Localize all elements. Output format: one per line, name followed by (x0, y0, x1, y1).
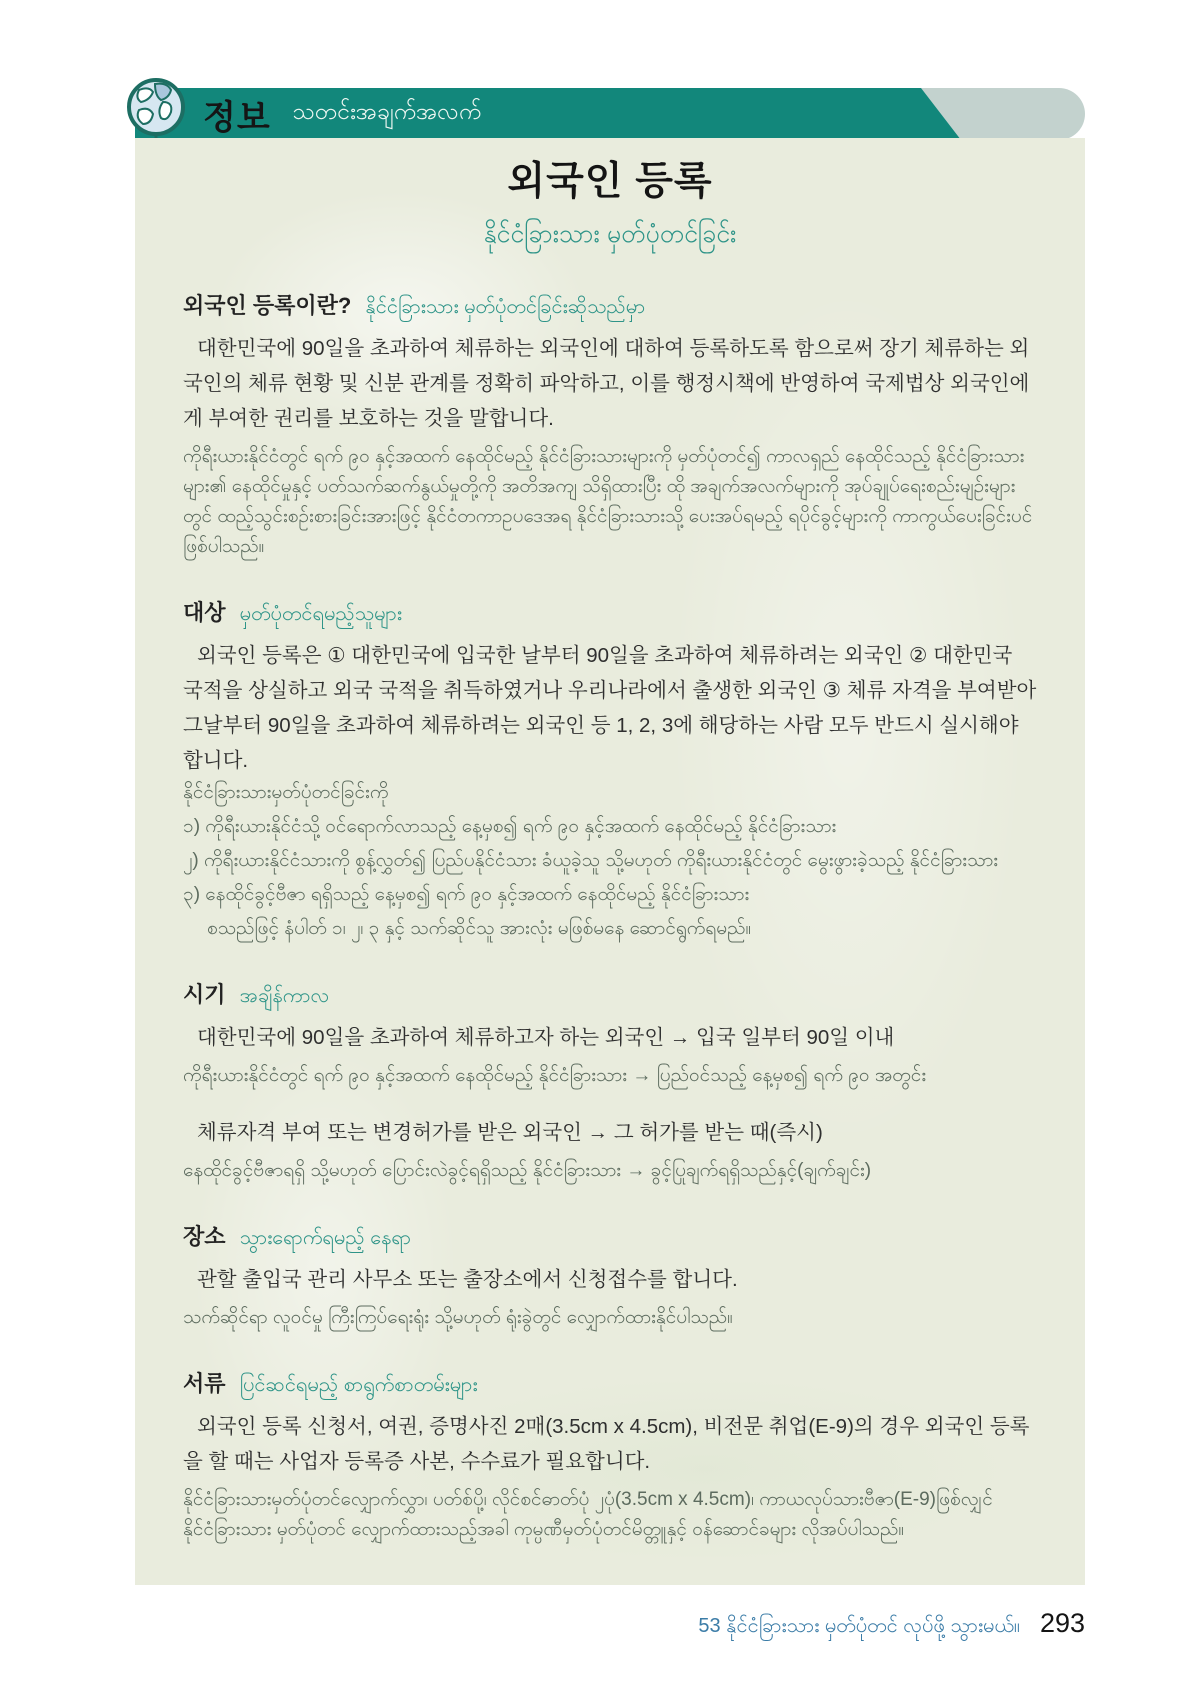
section-target-heading (183, 596, 1037, 630)
documents-paragraph-korean: 외국인 등록 신청서, 여권, 증명사진 2매(3.5cm x 4.5cm), 비전문 취업(E-9)의 경우 외국인 등록을 할 때는 사업자 등록증 사본, 수수료가 필요합니다. (183, 1415, 1030, 1473)
page-footer (698, 1608, 1085, 1642)
section-target (183, 596, 1037, 944)
section-place-heading-korean: 장소 (183, 1224, 226, 1249)
footer-chapter-caption: 53 နိုင်ငံခြားသား မှတ်ပုံတင် လုပ်ဖို့ သွားမယ်။ (698, 1615, 1020, 1637)
section-timing-heading (183, 978, 1037, 1012)
target-list-item: ၂) ကိုရီးယားနိုင်ငံသားကို စွန့်လွှတ်၍ ပြည်ပနိုင်ငံသား ခံယူခဲ့သူ သို့မဟုတ် ကိုရီးယားနိုင်ငံတွင် မွေးဖွားခဲ့သည့် နိုင်ငံခြားသား (183, 850, 999, 871)
timing-row-korean: 대한민국에 90일을 초과하여 체류하고자 하는 외국인 → 입국 일부터 90일 이내 (197, 1026, 895, 1049)
section-place (183, 1220, 1037, 1333)
section-documents-heading-korean: 서류 (183, 1371, 226, 1396)
page-title-burmese: နိုင်ငံခြားသား မှတ်ပုံတင်ခြင်း (483, 220, 737, 248)
about-paragraph-burmese: ကိုရီးယားနိုင်ငံတွင် ရက် ၉၀ နှင့်အထက် နေထိုင်မည့် နိုင်ငံခြားသားများကို မှတ်ပုံတင်၍ ကာလရှည် နေထိုင်သည့် နိုင်ငံခြားသားများ၏ နေထိုင်မှုနှင့် ပတ်သက်ဆက်နွယ်မှုတို့ကို အတိအကျ သိရှိထားပြီး ထို အချက်အလက်များကို အုပ်ချုပ်ရေးစည်းမျဉ်းများတွင် ထည့်သွင်းစဉ်းစားခြင်းအားဖြင့် နိုင်ငံတကာဥပဒေအရ နိုင်ငံခြားသားသို့ ပေးအပ်ရမည့် ရပိုင်ခွင့်များကို ကာကွယ်ပေးခြင်းပင်ဖြစ်ပါသည်။ (183, 446, 1033, 557)
banner-category-label-burmese: သတင်းအချက်အလက် (292, 98, 482, 124)
timing-row-burmese: ကိုရီးယားနိုင်ငံတွင် ရက် ၉၀ နှင့်အထက် နေထိုင်မည့် နိုင်ငံခြားသား → ပြည်ဝင်သည့် နေ့မှစ၍ ရက် ၉၀ အတွင်း (183, 1065, 927, 1086)
section-target-heading-korean: 대상 (183, 600, 226, 625)
section-about-heading-burmese: နိုင်ငံခြားသား မှတ်ပုံတင်ခြင်းဆိုသည်မှာ (365, 296, 646, 318)
section-place-heading (183, 1220, 1037, 1254)
target-list-outro: စသည်ဖြင့် နံပါတ် ၁၊ ၂၊ ၃ နှင့် သက်ဆိုင်သူ အားလုံး မဖြစ်မနေ ဆောင်ရွက်ရမည်။ (207, 918, 752, 939)
section-documents (183, 1367, 1037, 1545)
section-documents-heading-burmese: ပြင်ဆင်ရမည့် စာရွက်စာတမ်းများ (239, 1374, 478, 1396)
timing-row-burmese: နေထိုင်ခွင့်ဗီဇာရရှိ သို့မဟုတ် ပြောင်းလဲခွင့်ရရှိသည့် နိုင်ငံခြားသား → ခွင့်ပြုချက်ရရှိသည်နှင့်(ချက်ချင်း) (183, 1160, 872, 1181)
banner-category-label-korean: 정보 (203, 98, 271, 137)
place-paragraph-burmese: သက်ဆိုင်ရာ လူဝင်မှု ကြီးကြပ်ရေးရုံး သို့မဟုတ် ရုံးခွဲတွင် လျှောက်ထားနိုင်ပါသည်။ (183, 1307, 733, 1328)
section-about (183, 289, 1037, 562)
page-title-korean: 외국인 등록 (507, 160, 713, 203)
header-banner (135, 88, 1085, 140)
section-timing-heading-burmese: အချိန်ကာလ (239, 985, 330, 1007)
target-list-burmese (183, 778, 1037, 944)
target-list-intro: နိုင်ငံခြားသားမှတ်ပုံတင်ခြင်းကို (183, 782, 389, 803)
timing-row-korean: 체류자격 부여 또는 변경허가를 받은 외국인 → 그 허가를 받는 때(즉시) (197, 1121, 823, 1144)
section-about-heading-korean: 외국인 등록이란? (183, 293, 352, 318)
place-paragraph-korean: 관할 출입국 관리 사무소 또는 출장소에서 신청접수를 합니다. (197, 1268, 738, 1291)
documents-paragraph-burmese: နိုင်ငံခြားသားမှတ်ပုံတင်လျှောက်လွှာ၊ ပတ်စ်ပို့၊ လိုင်စင်ဓာတ်ပုံ ၂ပုံ(3.5cm x 4.5cm)၊ ကာယလုပ်သားဗီဇာ(E-9)ဖြစ်လျှင် နိုင်ငံခြားသား မှတ်ပုံတင် လျှောက်ထားသည့်အခါ ကုမ္ပဏီမှတ်ပုံတင်မိတ္တူနှင့် ဝန်ဆောင်ခများ လိုအပ်ပါသည်။ (183, 1489, 993, 1540)
section-timing-heading-korean: 시기 (183, 982, 226, 1007)
target-paragraph-korean: 외국인 등록은 ① 대한민국에 입국한 날부터 90일을 초과하여 체류하려는 외국인 ② 대한민국 국적을 상실하고 외국 국적을 취득하였거나 우리나라에서 출생한 외국인 ③ 체류 자격을 부여받아 그날부터 90일을 초과하여 체류하려는 외국인 등 1, 2, 3에 해당하는 사람 모두 반드시 실시해야 합니다. (183, 644, 1037, 772)
section-timing (183, 978, 1037, 1186)
section-target-heading-burmese: မှတ်ပုံတင်ရမည့်သူများ (239, 603, 402, 625)
footer-page-number: 293 (1039, 1608, 1085, 1638)
section-about-heading (183, 289, 1037, 323)
target-list-item: ၃) နေထိုင်ခွင့်ဗီဇာ ရရှိသည့် နေ့မှစ၍ ရက် ၉၀ နှင့်အထက် နေထိုင်မည့် နိုင်ငံခြားသား (183, 884, 750, 905)
target-list-item: ၁) ကိုရီးယားနိုင်ငံသို့ ဝင်ရောက်လာသည့် နေ့မှစ၍ ရက် ၉၀ နှင့်အထက် နေထိုင်မည့် နိုင်ငံခြားသား (183, 816, 837, 837)
section-documents-heading (183, 1367, 1037, 1401)
section-place-heading-burmese: သွားရောက်ရမည့် နေရာ (239, 1227, 412, 1249)
content-sheet (135, 138, 1085, 1585)
about-paragraph-korean: 대한민국에 90일을 초과하여 체류하는 외국인에 대하여 등록하도록 함으로써 장기 체류하는 외국인의 체류 현황 및 신분 관계를 정확히 파악하고, 이를 행정시책에 반영하여 국제법상 외국인에게 부여한 권리를 보호하는 것을 말합니다. (183, 337, 1030, 430)
